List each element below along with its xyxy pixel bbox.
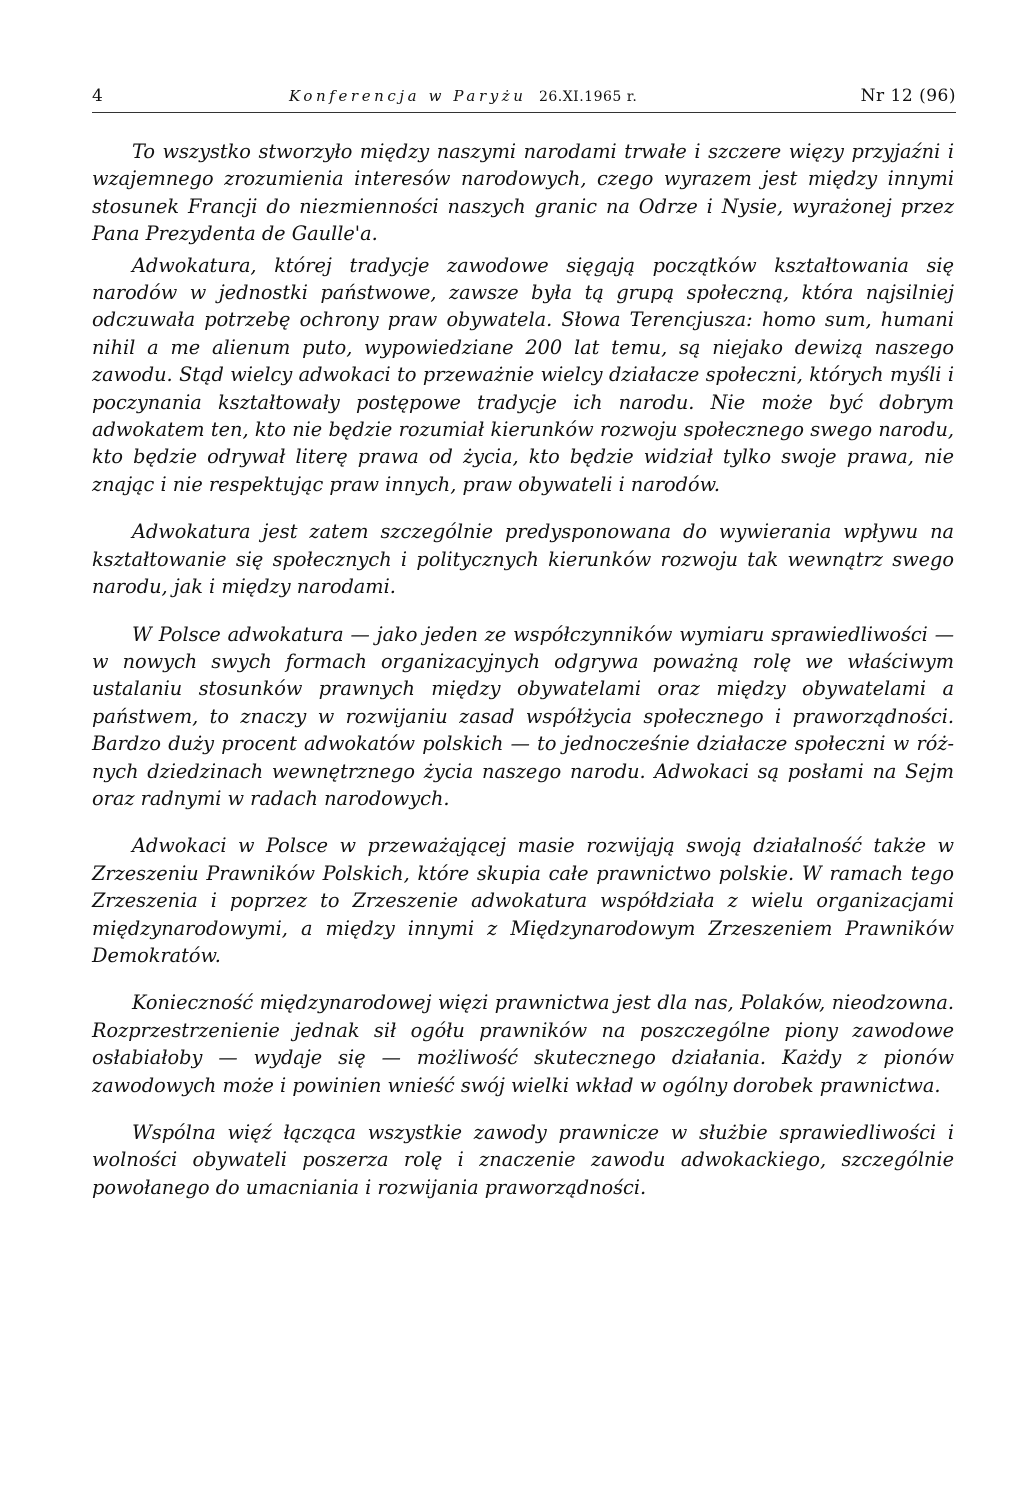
conference-date: 26.XI.1965 r.	[538, 89, 638, 105]
paragraph-5: Adwokaci w Polsce w przeważającej masie rozwijają swoją działalność także w Zrzeszeniu Prawników Polskich, które skupia całe prawnictwo polskie. W ramach tego Zrzeszenia i poprzez to Zrzeszenie adwokatura współdziała z wielu organizacjami międzynarodowymi, a między innymi z Międzynarodowym Zrzeszeniem Prawników Demokratów.	[92, 834, 954, 967]
running-header	[92, 86, 956, 114]
paragraph-6: Konieczność międzynarodowej więzi prawnictwa jest dla nas, Polaków, nieodzowna. Rozprzestrzenienie jednak sił ogółu prawników na poszczególne piony zawodowe osłabiałoby — wydaje się — możliwość skutecznego działania. Każdy z pionów zawodowych może i powinien wnieść swój wielki wkład w ogólny dorobek prawnictwa.	[92, 991, 954, 1097]
paragraph-1: To wszystko stworzyło między naszymi narodami trwałe i szczere więzy przyjaźni i wzajemnego zrozumienia interesów narodowych, czego wyrazem jest między innymi stosunek Francji do niezmienności naszych granic na Odrze i Nysie, wyrażonej przez Pana Prezydenta de Gaulle'a.	[92, 140, 954, 246]
paragraph-2: Adwokatura, której tradycje zawodowe sięgają początków kształtowania się narodów w jednostki państwowe, zawsze była tą grupą społeczną, która najsilniej odczuwała potrzebę ochrony praw obywatela. Słowa Terencjusza: homo sum, humani nihil a me alienum puto, wypowiedziane 200 lat temu, są niejako dewizą naszego zawodu. Stąd wielcy adwokaci to przeważnie wielcy działacze społeczni, których myśli i poczynania kształtowały postępowe tradycje ich narodu. Nie może być dobrym adwokatem ten, kto nie będzie rozumiał kierunków rozwoju społecznego swego narodu, kto będzie odrywał literę prawa od życia, kto będzie widział tylko swoje prawa, nie znając i nie respektując praw innych, praw obywateli i narodów.	[92, 253, 954, 496]
header-rule	[92, 112, 956, 113]
issue-number: Nr 12 (96)	[860, 86, 956, 106]
paragraph-4: W Polsce adwokatura — jako jeden ze współczynników wymiaru sprawiedliwości — w nowych swych formach organizacyjnych odgrywa poważną rolę we właściwym ustalaniu stosunków prawnych między obywatelami oraz między obywatelami a państwem, to znaczy w rozwijaniu zasad współżycia społecznego i praworządności. Bardzo duży procent adwokatów polskich — to jednocześnie działacze społeczni w różnych dziedzinach wewnętrznego życia naszego narodu. Adwokaci są posłami na Sejm oraz radnymi w radach narodowych.	[92, 622, 954, 810]
article-body	[92, 138, 954, 1221]
page-number: 4	[92, 86, 103, 106]
paragraph-7: Wspólna więź łącząca wszystkie zawody prawnicze w służbie sprawiedliwości i wolności obywateli poszerza rolę i znaczenie zawodu adwokackiego, szczególnie powołanego do umacniania i rozwijania praworządności.	[92, 1121, 954, 1199]
running-title	[289, 87, 637, 105]
conference-title: Konferencja w Paryżu	[289, 87, 527, 105]
paragraph-3: Adwokatura jest zatem szczególnie predysponowana do wywierania wpływu na kształtowanie się społecznych i politycznych kierunków rozwoju tak wewnątrz swego narodu, jak i między narodami.	[92, 520, 954, 599]
